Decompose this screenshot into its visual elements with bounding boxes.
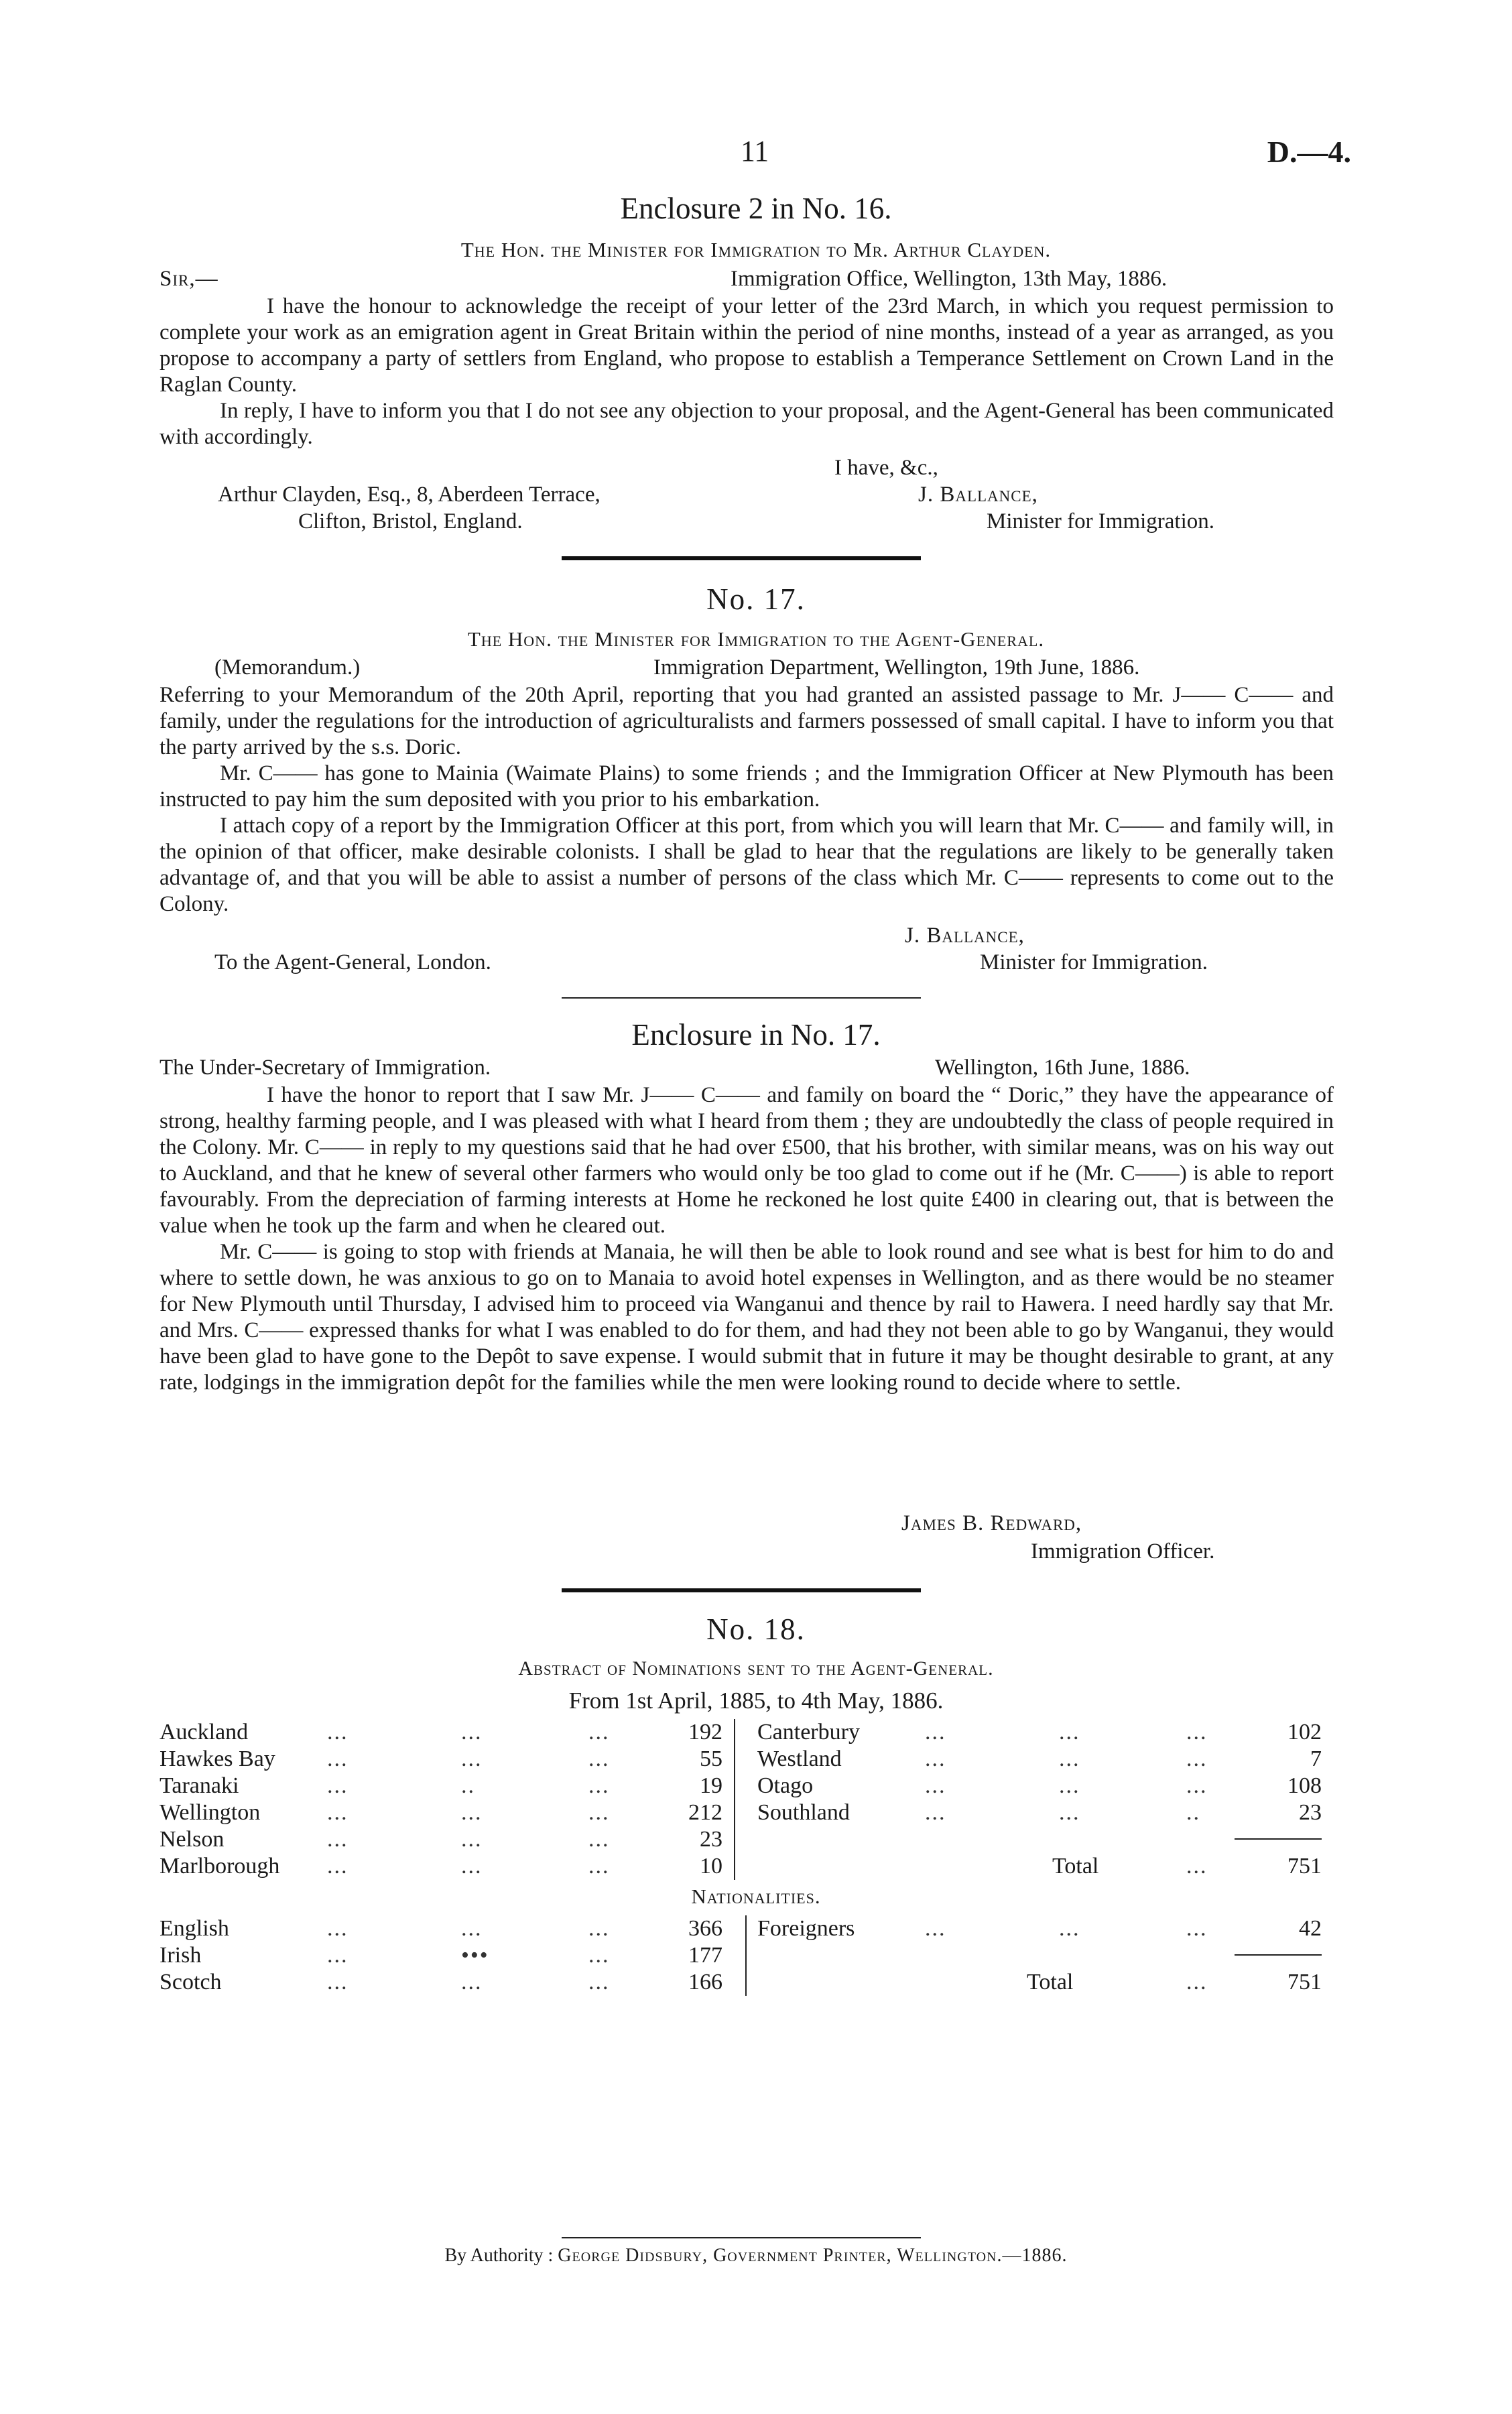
no-18-period: From 1st April, 1885, to 4th May, 1886. [568,1688,944,1714]
enclosure-16-paragraph-1: I have the honour to acknowledge the receipt of your letter of the 23rd March, in which you request permission to complete your work as an emigration agent in Great Britain within the period of nine months, instead of a year as arranged, as you propose to accompany a party of settlers from England, who propose to establish a Temperance Settlement on Crown Land in the Raglan County. [160,294,1334,397]
no-17-body [160,682,1334,917]
enclosure-16-signer-title: Minister for Immigration. [987,509,1215,533]
no-17-paragraph-2: Mr. C—— has gone to Mainia (Waimate Plains) to some friends ; and the Immigration Officer at New Plymouth has been instructed to pay him the sum deposited with you prior to his embarkation. [160,761,1334,812]
no-17-addressee: To the Agent-General, London. [214,950,491,974]
table-row: Hawkes Bay ... ... ... 55 [160,1746,722,1771]
nationality-name: Irish [160,1943,202,1968]
nationality-name: Scotch [160,1970,222,1994]
table-row: Irish ... ••• ... 177 [160,1943,722,1968]
nationalities-left-table [160,1915,722,1996]
no-18-title: No. 18. [706,1612,806,1646]
table-row: Wellington ... ... ... 212 [160,1800,722,1825]
no-17-signer-title: Minister for Immigration. [980,950,1208,974]
district-value: 55 [700,1746,722,1771]
table-divider [734,1719,735,1880]
nationalities-right-table [757,1915,1322,1996]
district-value: 19 [700,1773,722,1798]
nationality-value: 166 [688,1970,722,1994]
district-name: Wellington [160,1800,261,1825]
district-value: 108 [1287,1773,1322,1798]
district-name: Hawkes Bay [160,1746,275,1771]
districts-total-value: 751 [1287,1854,1322,1879]
enclosure-17-paragraph-2: Mr. C—— is going to stop with friends at Manaia, he will then be able to look round and see what is best for him to do and where to settle down, he was anxious to go on to Manaia to avoid hotel expenses in Wellington, and as there would be no steamer for New Plymouth until Thursday, I advised him to proceed via Wanganui and thence by rail to Hawera. I need hardly say that Mr. and Mrs. C—— expressed thanks for what I was enabled to do for them, and had they not been able to go by Wanganui, they would have been glad to have gone to the Depôt to save expense. I would submit that in future it may be thought desirable to grant, at any rate, lodgings in the immigration depôt for the families while the men were looking round to decide where to settle. [160,1240,1334,1395]
printer-credit [0,2245,1512,2267]
section-divider [562,556,921,560]
enclosure-17-from: The Under-Secretary of Immigration. [160,1056,491,1080]
districts-total-label: Total [1052,1854,1099,1879]
nationality-name: English [160,1916,229,1941]
district-value: 10 [700,1854,722,1879]
district-name: Southland [757,1800,850,1825]
no-17-paragraph-3: I attach copy of a report by the Immigration Officer at this port, from which you will learn that Mr. C—— and family will, in the opinion of that officer, make desirable colonists. I shall be glad to hear that the regulations are likely to be generally taken advantage of, and that you will be able to assist a number of persons of the class which Mr. C—— represents to come out to the Colony. [160,814,1334,916]
enclosure-17-body [160,1082,1334,1396]
total-rule [1235,1954,1322,1956]
table-row: Total ... 751 [1027,1970,1322,1994]
district-value: 102 [1287,1720,1322,1744]
districts-left-table [160,1719,722,1880]
addressee-line-1: Arthur Clayden, Esq., 8, Aberdeen Terrace, [218,483,601,507]
no-17-title: No. 17. [706,582,806,616]
enclosure-16-body [160,294,1334,450]
no-17-paragraph-1: Referring to your Memorandum of the 20th April, reporting that you had granted an assisted passage to Mr. J—— C—— and family, under the regulations for the introduction of agriculturalists and farmers possessed of small capital. I have to inform you that the party arrived by the s.s. Doric. [160,683,1334,759]
addressee-line-2: Clifton, Bristol, England. [298,509,523,533]
district-name: Taranaki [160,1773,239,1798]
salutation: Sir,— [160,267,218,291]
section-divider-thin [562,997,921,999]
district-name: Marlborough [160,1854,280,1879]
district-value: 23 [1299,1800,1322,1825]
enclosure-17-signer-title: Immigration Officer. [1031,1539,1215,1564]
printer-credit-text: George Didsbury, Government Printer, Wellington.—1886. [558,2245,1068,2266]
table-row [757,1942,1322,1969]
district-name: Canterbury [757,1720,860,1744]
district-value: 212 [688,1800,722,1825]
table-row: Scotch ... ... ... 166 [160,1970,722,1994]
table-row [757,1826,1322,1853]
enclosure-17-title: Enclosure in No. 17. [631,1018,881,1052]
section-divider [562,1588,921,1592]
table-row: Southland ... ... .. 23 [757,1800,1322,1825]
document-code: D.—4. [1267,135,1351,169]
table-row: Canterbury ... ... ... 102 [757,1720,1322,1744]
district-name: Nelson [160,1827,225,1852]
enclosure-16-subtitle: The Hon. the Minister for Immigration to Mr. Arthur Clayden. [460,238,1052,261]
table-row: Auckland ... ... ... 192 [160,1720,722,1744]
table-row: Taranaki ... .. ... 19 [160,1773,722,1798]
nationality-name: Foreigners [757,1916,855,1941]
no-17-dateline: Immigration Department, Wellington, 19th June, 1886. [653,655,1140,680]
district-name: Otago [757,1773,814,1798]
enclosure-16-paragraph-2: In reply, I have to inform you that I do not see any objection to your proposal, and the Agent-General has been communicated with accordingly. [160,399,1334,449]
district-value: 7 [1310,1746,1322,1771]
enclosure-17-dateline: Wellington, 16th June, 1886. [935,1056,1190,1080]
total-rule [1235,1838,1322,1840]
district-name: Westland [757,1746,842,1771]
nationalities-total-value: 751 [1287,1970,1322,1994]
district-value: 192 [688,1720,722,1744]
printer-credit-prefix: By Authority : [444,2245,554,2266]
districts-right-table [757,1719,1322,1880]
nationality-value: 177 [688,1943,722,1968]
district-name: Auckland [160,1720,249,1744]
enclosure-16-dateline: Immigration Office, Wellington, 13th May, 1886. [731,267,1168,291]
nationalities-total-label: Total [1027,1970,1074,1994]
enclosure-16-closing: I have, &c., [834,456,938,480]
footer-rule [562,2237,921,2238]
table-row: Marlborough ... ... ... 10 [160,1854,722,1879]
no-17-subtitle: The Hon. the Minister for Immigration to the Agent-General. [467,627,1045,651]
table-row: Otago ... ... ... 108 [757,1773,1322,1798]
memorandum-label: (Memorandum.) [214,655,361,680]
enclosure-16-signer: J. Ballance, [918,483,1038,507]
table-row: Total ... 751 [1052,1854,1322,1879]
nationality-value: 366 [688,1916,722,1941]
enclosure-17-signer: James B. Redward, [901,1511,1082,1535]
table-divider [745,1915,747,1996]
table-row: Nelson ... ... ... 23 [160,1827,722,1852]
table-row: Westland ... ... ... 7 [757,1746,1322,1771]
enclosure-16-title: Enclosure 2 in No. 16. [620,192,892,225]
nationality-value: 42 [1299,1916,1322,1941]
district-value: 23 [700,1827,722,1852]
table-row: English ... ... ... 366 [160,1916,722,1941]
no-18-subtitle: Abstract of Nominations sent to the Agent-General. [518,1657,994,1679]
no-17-signer: J. Ballance, [905,924,1025,948]
page-number: 11 [740,135,769,168]
table-row: Foreigners ... ... ... 42 [757,1916,1322,1941]
nationalities-heading: Nationalities. [691,1885,821,1908]
enclosure-17-paragraph-1: I have the honor to report that I saw Mr. J—— C—— and family on board the “ Doric,” they have the appearance of strong, healthy farming people, and I was pleased with what I heard from them ; they are undoubtedly the class of people required in the Colony. Mr. C—— in reply to my questions said that he had over £500, that his brother, with similar means, was on his way out to Auckland, and that he knew of several other farmers who would only be too glad to come out if he (Mr. C——) is able to report favourably. From the depreciation of farming interests at Home he reckoned he lost quite £400 in clearing out, that is between the value when he took up the farm and when he cleared out. [160,1083,1334,1238]
